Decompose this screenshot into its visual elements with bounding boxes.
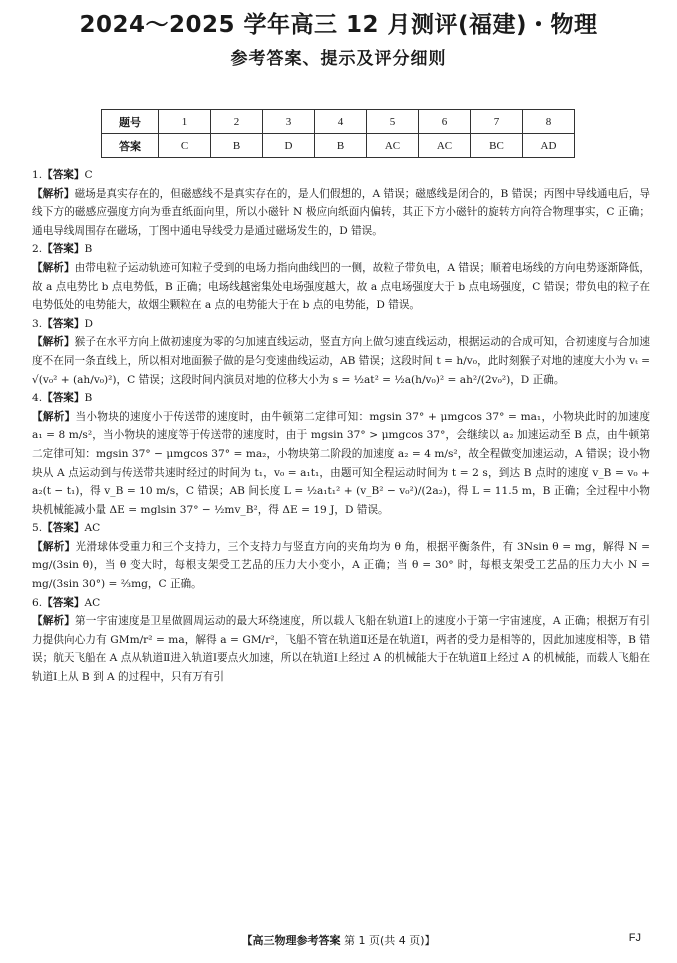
answer-table-answer-row	[102, 134, 575, 158]
answer-value: AC	[84, 522, 101, 535]
answer-table-number-row	[102, 110, 575, 134]
row-label-answer: 答案	[102, 134, 159, 158]
footer-code: FJ	[628, 932, 641, 944]
answer-tag: 【答案】	[42, 392, 85, 405]
answer-value: D	[84, 317, 93, 330]
answer-line	[32, 594, 650, 613]
solutions-body	[32, 166, 650, 687]
answer-value: AC	[84, 596, 101, 609]
answer-line	[32, 389, 650, 408]
solution-item	[32, 389, 650, 519]
table-cell-number: 8	[523, 110, 575, 134]
analysis-tag: 【解析】	[32, 410, 76, 423]
answer-value: B	[84, 243, 93, 256]
analysis-paragraph	[32, 612, 650, 686]
table-cell-number: 6	[419, 110, 471, 134]
table-cell-number: 7	[471, 110, 523, 134]
solution-item	[32, 240, 650, 314]
table-cell-answer: B	[211, 134, 263, 158]
answer-line	[32, 315, 650, 334]
analysis-tag: 【解析】	[32, 261, 75, 274]
analysis-paragraph	[32, 259, 650, 315]
answer-table	[101, 109, 575, 158]
solution-item	[32, 594, 650, 687]
solution-item	[32, 315, 650, 389]
analysis-text: 第一宇宙速度是卫星做圆周运动的最大环绕速度，所以载人飞船在轨道Ⅰ上的速度小于第一宇宙速度，A 正确；根据万有引力提供向心力有 GMm/r² = ma，解得 a = GM/r²，飞船不管在轨道Ⅱ还是在轨道Ⅰ，两者的受力是相等的，因此加速度相等，B 错误；航天飞船在 A 点从轨道Ⅱ进入轨道Ⅰ要点火加速，所以在轨道Ⅰ上经过 A 的机械能大于在轨道Ⅱ上经过 A 的机械能，而载人飞船在轨道Ⅰ上从 B 到 A 的过程中，只有万有引	[32, 615, 650, 684]
table-cell-answer: AC	[367, 134, 419, 158]
answer-value: B	[84, 392, 93, 405]
analysis-text: 磁场是真实存在的，但磁感线不是真实存在的，是人们假想的，A 错误；磁感线是闭合的，B 错误；丙图中导线通电后，导线下方的磁感应强度方向为垂直纸面向里，所以小磁针 N 极应向纸面内偏转，其正下方小磁针的旋转方向符合物理事实，C 正确；通电导线周围存在磁场，丁图中通电导线受力是通过磁场发生的，D 错误。	[32, 187, 651, 237]
question-number: 3.	[32, 317, 43, 330]
analysis-paragraph	[32, 538, 650, 594]
analysis-text: 猴子在水平方向上做初速度为零的匀加速直线运动，竖直方向上做匀速直线运动，根据运动的合成可知，合初速度与合加速度不在同一条直线上，所以相对地面猴子做的是匀变速曲线运动，AB 错误；这段时间 t = h/v₀，此时刻猴子对地的速度大小为 vₜ = √(v₀² + (ah/v₀)²)，C 错误；这段时间内演员对地的位移大小为 s = ½at² = ½a(h/v₀)² = ah²/(2v₀²)，D 正确。	[32, 336, 650, 386]
footer-page-number: 第 1 页(共 4 页)】	[343, 934, 436, 947]
table-cell-number: 4	[315, 110, 367, 134]
answer-value: C	[84, 169, 93, 181]
analysis-text: 当小物块的速度小于传送带的速度时，由牛顿第二定律可知：mgsin 37° + μmgcos 37° = ma₁，小物块此时的加速度 a₁ = 8 m/s²，当小物块的速度等于传送带的速度时，由于 mgsin 37° > μmgcos 37°，会继续以 a₂ 加速运动至 B 点，由牛顿第二定律可知：mgsin 37° − μmgcos 37° = ma₂，小物块第二阶段的加速度 a₂ = 4 m/s²，故全程做变加速运动，A 错误；设小物块从 A 点运动到与传送带共速时经过的时间为 t₁，v₀ = a₁t₁，由题可知全程运动时间为 t = 2 s，到达 B 点时的速度 v_B = v₀ + a₂(t − t₁)，得 v_B = 10 m/s，C 错误；AB 间长度 L = ½a₁t₁² + (v_B² − v₀²)/(2a₂)，得 L = 11.5 m，B 正确；全过程中小物块机械能减小量 ΔE = mglsin 37° − ½mv_B²，得 ΔE = 19 J，D 错误。	[32, 410, 651, 516]
table-cell-number: 2	[211, 110, 263, 134]
table-cell-answer: B	[315, 134, 367, 158]
analysis-paragraph	[32, 185, 650, 241]
analysis-tag: 【解析】	[32, 615, 76, 628]
row-label-number: 题号	[102, 110, 159, 134]
question-number: 2.	[32, 243, 43, 256]
answer-tag: 【答案】	[42, 169, 85, 181]
answer-line	[32, 519, 650, 538]
question-number: 5.	[32, 522, 43, 535]
answer-tag: 【答案】	[42, 522, 85, 535]
question-number: 6.	[32, 596, 43, 609]
table-cell-answer: AC	[419, 134, 471, 158]
answer-line	[32, 240, 650, 259]
table-cell-number: 3	[263, 110, 315, 134]
footer-label: 【高三物理参考答案	[241, 934, 341, 947]
page-title: 2024～2025 学年高三 12 月测评(福建)・物理	[79, 12, 598, 38]
analysis-text: 由带电粒子运动轨迹可知粒子受到的电场力指向曲线凹的一侧，故粒子带负电，A 错误；顺着电场线的方向电势逐渐降低，故 a 点电势比 b 点电势低，B 正确；电场线越密集处电场强度越大，故 a 点电场强度大于 b 点电场强度，C 错误；带负电的粒子在电势低处的电势能大，故烟尘颗粒在 a 点的电势能大于在 b 点的电势能，D 错误。	[32, 261, 651, 312]
question-number: 1.	[32, 169, 43, 181]
table-cell-answer: BC	[471, 134, 523, 158]
table-cell-answer: D	[263, 134, 315, 158]
solution-item	[32, 166, 650, 240]
table-cell-answer: AD	[523, 134, 575, 158]
page-subtitle: 参考答案、提示及评分细则	[230, 49, 447, 69]
page-footer	[0, 932, 677, 948]
table-cell-answer: C	[159, 134, 211, 158]
question-number: 4.	[32, 392, 43, 405]
answer-tag: 【答案】	[42, 243, 85, 256]
analysis-text: 光滑球体受重力和三个支持力，三个支持力与竖直方向的夹角均为 θ 角，根据平衡条件，有 3Nsin θ = mg，解得 N = mg/(3sin θ)，当 θ 变大时，每根支架受工艺品的压力大小变小，A 正确；当 θ = 30° 时，每根支架受工艺品的压力大小 N = mg/(3sin 30°) = ⅔mg，C 正确。	[32, 540, 651, 591]
analysis-paragraph	[32, 333, 650, 389]
table-cell-number: 1	[159, 110, 211, 134]
answer-line	[32, 166, 650, 185]
analysis-tag: 【解析】	[32, 540, 76, 553]
answer-tag: 【答案】	[42, 317, 85, 330]
analysis-tag: 【解析】	[32, 336, 75, 349]
answer-tag: 【答案】	[42, 596, 85, 609]
analysis-paragraph	[32, 408, 650, 520]
analysis-tag: 【解析】	[32, 187, 75, 200]
table-cell-number: 5	[367, 110, 419, 134]
solution-item	[32, 519, 650, 593]
